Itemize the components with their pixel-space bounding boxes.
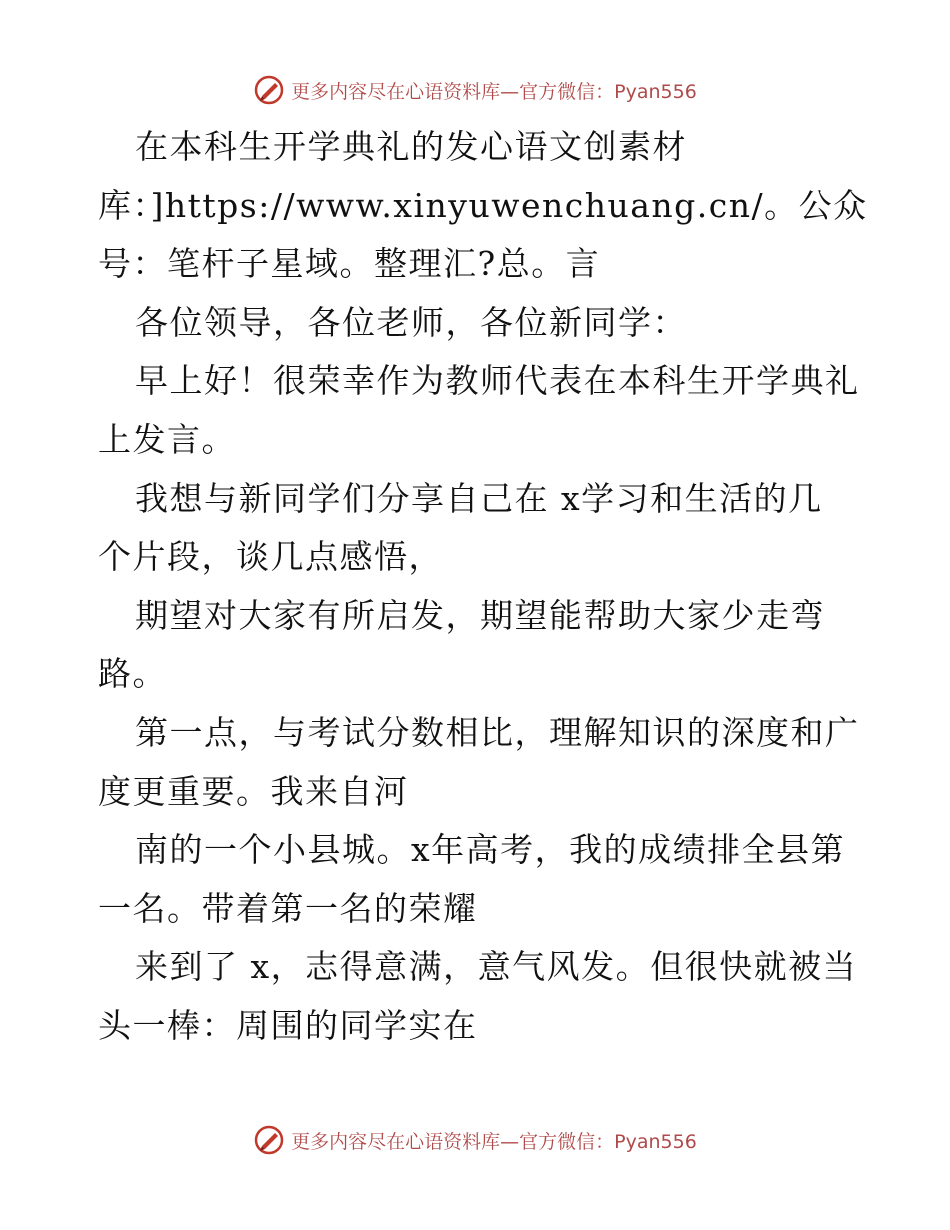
header-banner-content <box>253 74 697 106</box>
text-line: 南的一个小县城。x年高考，我的成绩排全县第 <box>135 830 846 870</box>
header-banner-text: 更多内容尽在心语资料库—官方微信：Pyan556 <box>291 80 697 103</box>
text-line: 第一点，与考试分数相比，理解知识的深度和广 <box>135 712 860 752</box>
header-banner <box>0 70 950 110</box>
text-line: 库：]https://www.xinyuwenchuang.cn/。公众 <box>98 185 868 225</box>
pen-seal-icon <box>253 74 285 106</box>
text-line: 来到了 x，志得意满，意气风发。但很快就被当 <box>135 947 858 987</box>
text-line: 早上好！很荣幸作为教师代表在本科生开学典礼 <box>135 361 860 401</box>
text-line: 期望对大家有所启发，期望能帮助大家少走弯 <box>135 595 825 635</box>
text-line: 各位领导，各位老师，各位新同学： <box>135 302 687 342</box>
text-line: 号：笔杆子星域。整理汇?总。言 <box>98 244 601 284</box>
footer-banner-text: 更多内容尽在心语资料库—官方微信：Pyan556 <box>291 1130 697 1153</box>
text-line: 路。 <box>98 654 167 694</box>
text-line: 个片段，谈几点感悟， <box>98 537 443 577</box>
text-line: 在本科生开学典礼的发心语文创素材 <box>135 127 687 166</box>
pen-seal-icon <box>253 1124 285 1156</box>
text-line: 我想与新同学们分享自己在 x学习和生活的几 <box>135 478 823 518</box>
text-line: 度更重要。我来自河 <box>98 771 409 811</box>
footer-banner <box>0 1120 950 1160</box>
text-line: 上发言。 <box>98 419 236 459</box>
document-body <box>98 118 868 1056</box>
footer-banner-content <box>253 1124 697 1156</box>
text-line: 头一棒：周围的同学实在 <box>98 1005 478 1045</box>
text-line: 一名。带着第一名的荣耀 <box>98 888 478 928</box>
